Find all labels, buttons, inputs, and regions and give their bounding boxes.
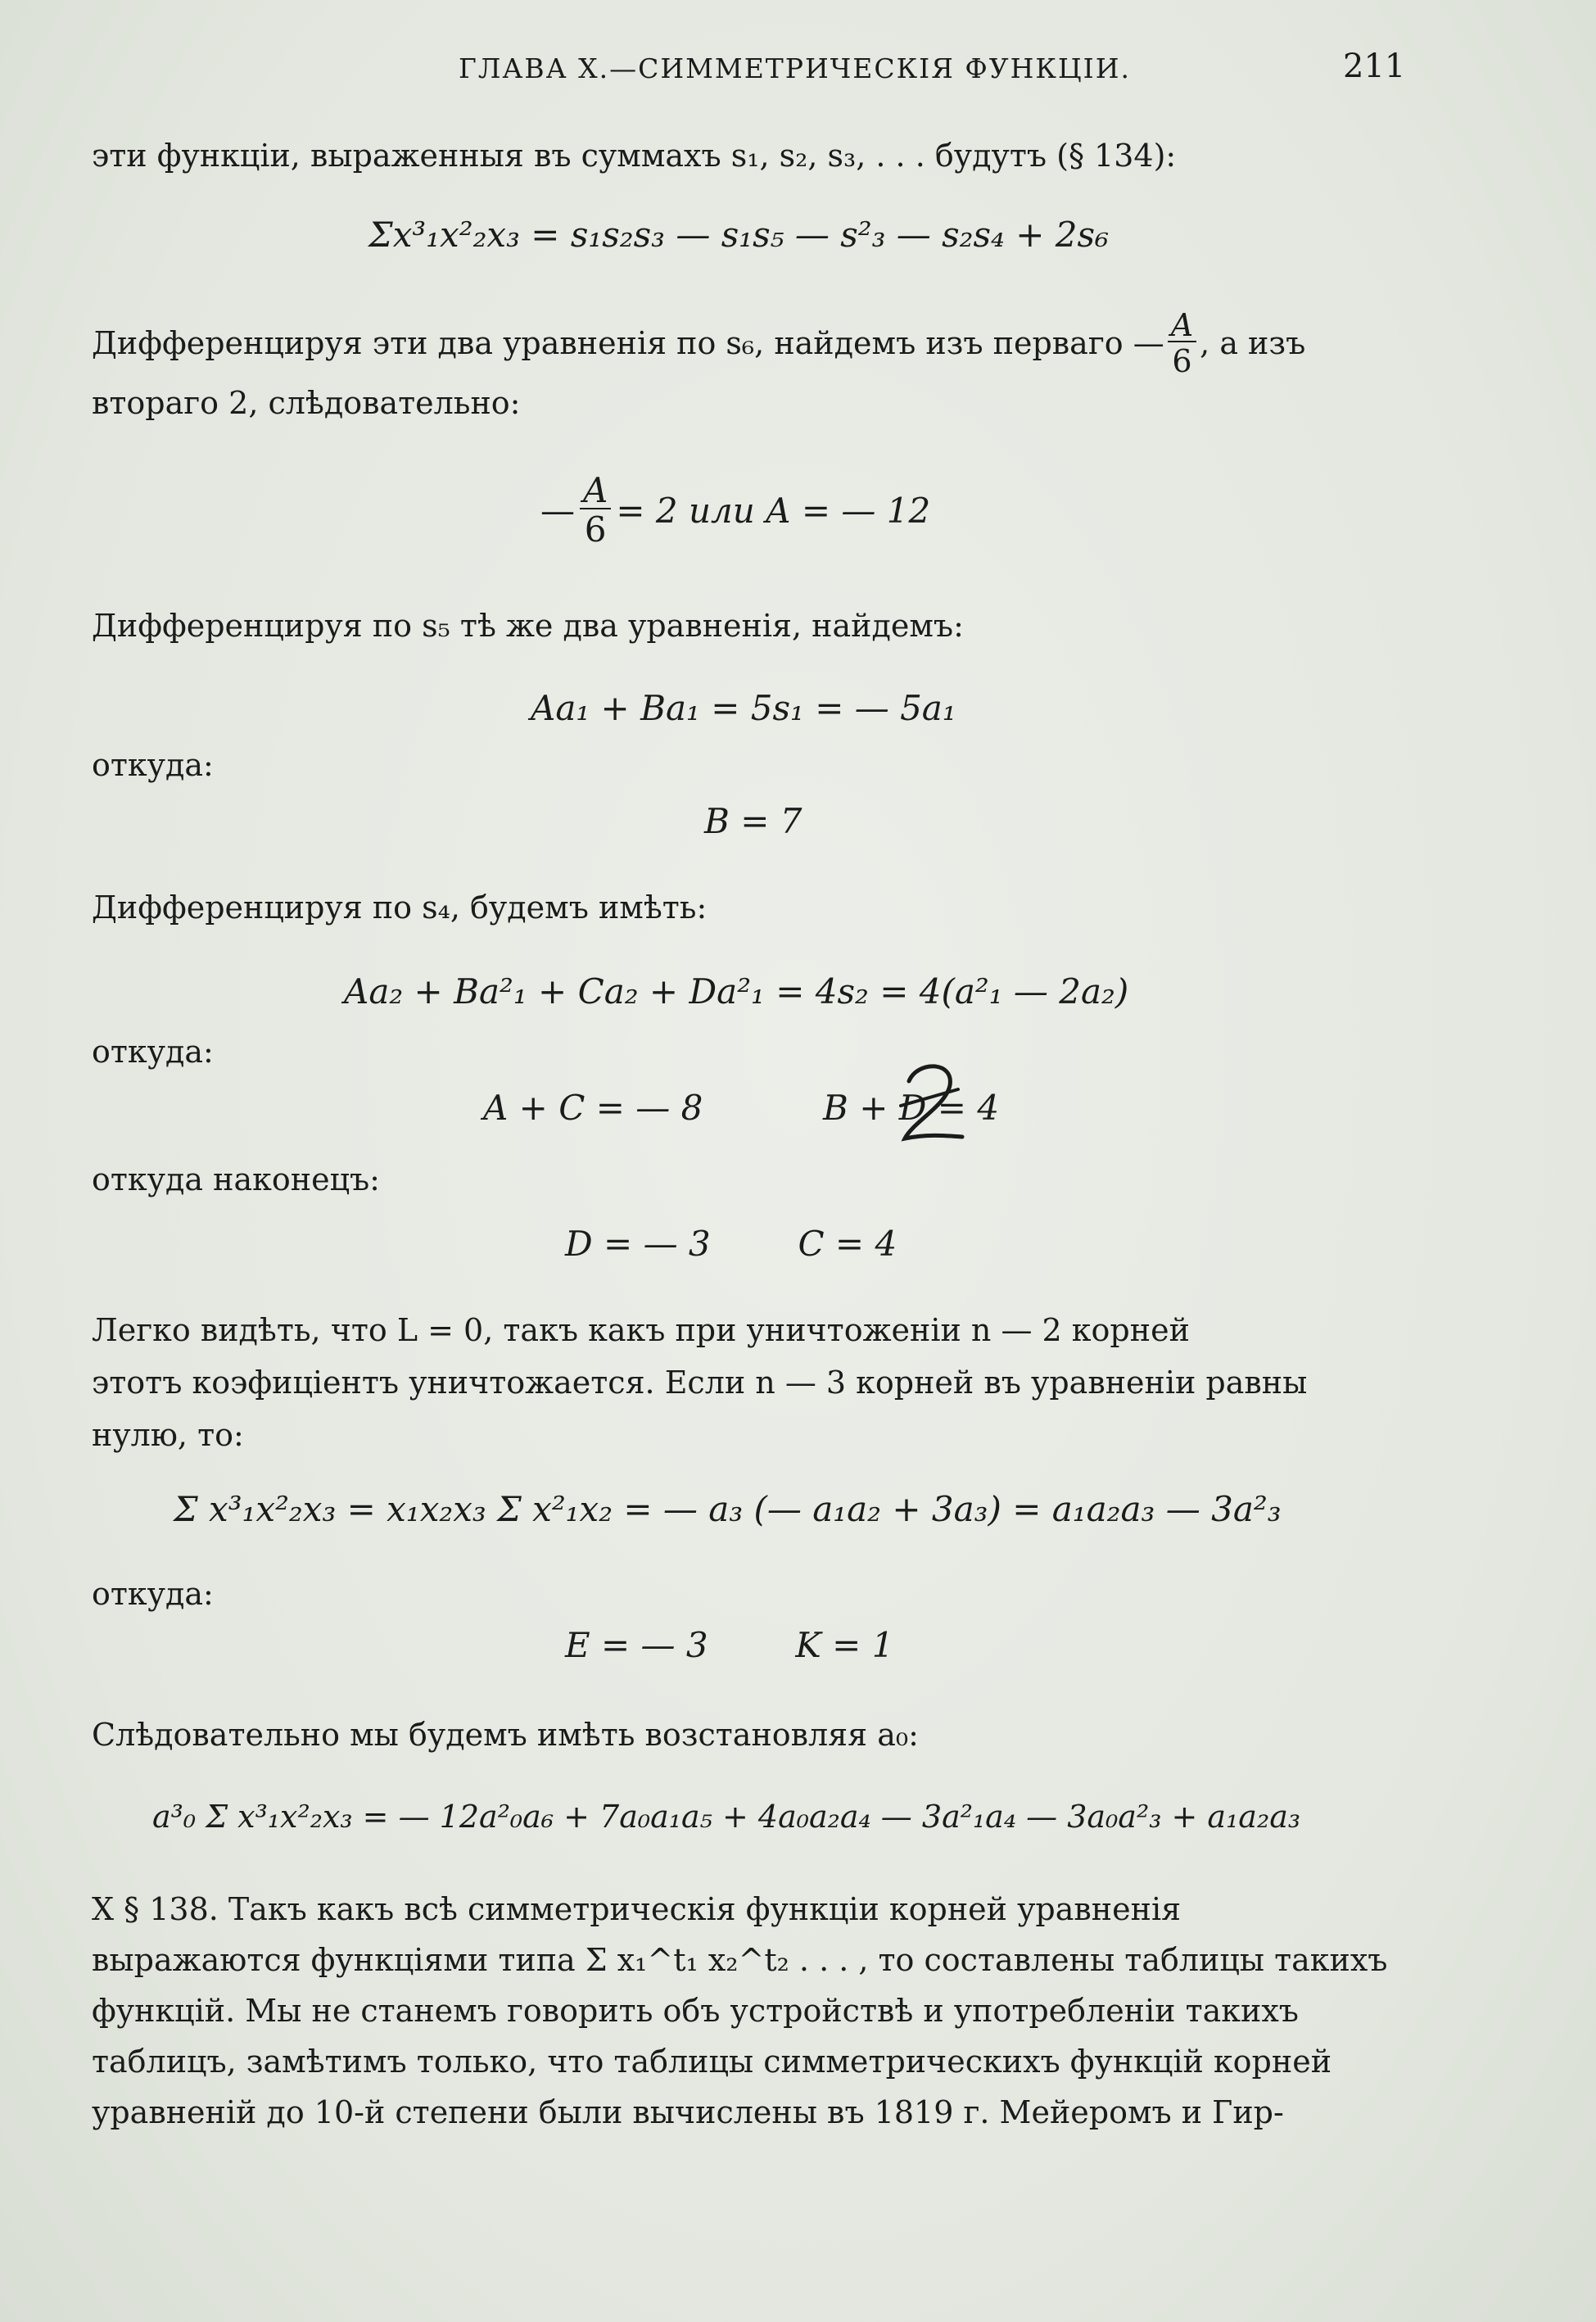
fraction <box>580 470 611 550</box>
equation-3: Aa₁ + Ba₁ = 5s₁ = — 5a₁ <box>531 688 956 728</box>
running-title: ГЛАВА X.—СИММЕТРИЧЕСКІЯ ФУНКЦІИ. <box>459 52 1131 84</box>
fraction-denominator: 6 <box>1172 343 1192 379</box>
text-line: X § 138. Такъ какъ всѣ симметрическія функціи корней уравненія <box>92 1891 1182 1927</box>
page-header <box>0 48 1596 97</box>
equation-8: Σ x³₁x²₂x₃ = x₁x₂x₃ Σ x²₁x₂ = — a₃ (— a₁a₂ + 3a₃) = a₁a₂a₃ — 3a²₃ <box>174 1489 1282 1529</box>
paragraph-restoring-a0 <box>92 1709 1402 1761</box>
text-line: эти функціи, выраженныя въ суммахъ s₁, s₂, s₃, . . . будутъ (§ 134): <box>92 138 1177 174</box>
paragraph-differentiate-s5 <box>92 600 1402 652</box>
equation-7: D = — 3 C = 4 <box>565 1224 897 1264</box>
paragraph-differentiate-s6 <box>92 307 1402 429</box>
paragraph-differentiate-s4 <box>92 881 1402 934</box>
fraction-numerator: A <box>580 473 611 509</box>
text-line: Легко видѣть, что L = 0, такъ какъ при уничтоженіи n — 2 корней <box>92 1312 1190 1348</box>
equation-rest: = 2 или A = — 12 <box>616 490 931 531</box>
paragraph-intro <box>92 129 1402 182</box>
label-otkuda: откуда: <box>92 1034 214 1070</box>
equation-10: a³₀ Σ x³₁x²₂x₃ = — 12a²₀a₆ + 7a₀a₁a₅ + 4a₀a₂a₄ — 3a²₁a₄ — 3a₀a²₃ + a₁a₂a₃ <box>152 1799 1301 1835</box>
text-line: выражаются функціями типа Σ x₁^t₁ x₂^t₂ . . . , то составлены таблицы такихъ <box>92 1942 1388 1978</box>
equation-9: E = — 3 K = 1 <box>565 1625 894 1665</box>
label-otkuda: откуда: <box>92 747 214 783</box>
label-otkuda-nakonets: откуда наконецъ: <box>92 1161 380 1197</box>
text-line: втораго 2, слѣдовательно: <box>92 385 521 421</box>
equation-6a: A + C = — 8 <box>483 1088 703 1128</box>
text-line: таблицъ, замѣтимъ только, что таблицы симметрическихъ функцій корней <box>92 2044 1332 2080</box>
paragraph-section-138 <box>92 1884 1402 2138</box>
text-fragment: , а изъ <box>1200 325 1306 361</box>
equation-5: Aa₂ + Ba²₁ + Ca₂ + Da²₁ = 4s₂ = 4(a²₁ — 2a₂) <box>344 971 1129 1012</box>
equation-1: Σx³₁x²₂x₃ = s₁s₂s₃ — s₁s₅ — s²₃ — s₂s₄ + 2s₆ <box>368 215 1109 255</box>
equation-2 <box>540 470 931 550</box>
paragraph-L-zero <box>92 1304 1402 1461</box>
equation-6b: B + D = 4 <box>823 1088 1000 1128</box>
text-line: уравненій до 10-й степени были вычислены въ 1819 г. Мейеромъ и Гир- <box>92 2094 1284 2130</box>
text-line: Дифференцируя по s₅ тѣ же два уравненія, найдемъ: <box>92 608 964 644</box>
text-fragment: Дифференцируя эти два уравненія по s₆, найдемъ изъ перваго — <box>92 325 1164 361</box>
text-line <box>92 307 1402 379</box>
fraction-numerator: A <box>1168 310 1196 342</box>
text-line: нулю, то: <box>92 1417 244 1453</box>
text-line: Дифференцируя по s₄, будемъ имѣть: <box>92 889 708 926</box>
text-line: Слѣдовательно мы будемъ имѣть возстановляя a₀: <box>92 1717 919 1753</box>
text-line: этотъ коэфиціентъ уничтожается. Если n — 3 корней въ уравненіи равны <box>92 1365 1308 1401</box>
minus-sign: — <box>540 490 575 531</box>
equation-4: B = 7 <box>704 801 803 841</box>
text-line: функцій. Мы не станемъ говорить объ устройствѣ и употребленіи такихъ <box>92 1993 1299 2029</box>
fraction <box>1168 307 1196 379</box>
label-otkuda: откуда: <box>92 1576 214 1612</box>
fraction-denominator: 6 <box>584 509 607 550</box>
page-number: 211 <box>1343 48 1406 85</box>
handwritten-correction-icon <box>893 1057 966 1147</box>
